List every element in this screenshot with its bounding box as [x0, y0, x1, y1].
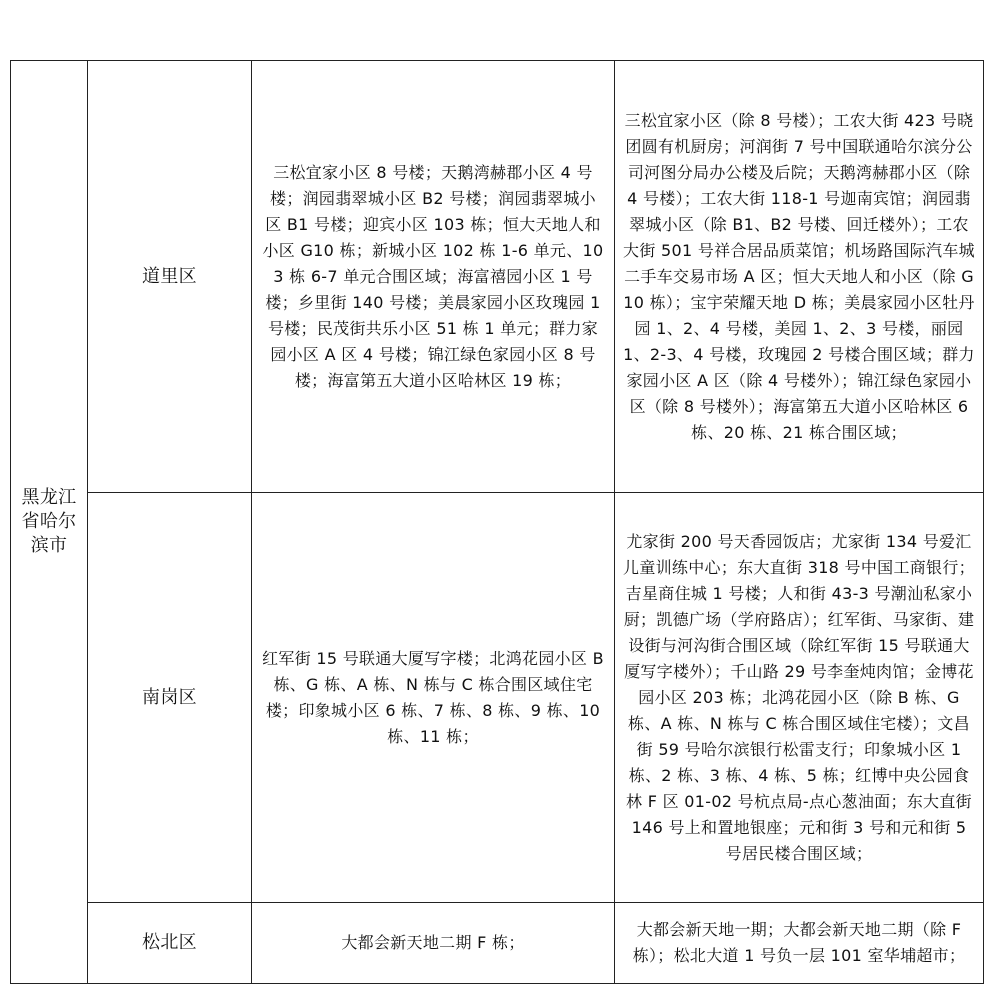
district-cell: 道里区	[88, 61, 252, 493]
province-cell: 黑龙江省哈尔滨市	[11, 61, 88, 984]
mid-risk-area-cell: 三松宜家小区（除 8 号楼）；工农大街 423 号晓团圆有机厨房；河润街 7 号中国联通哈尔滨分公司河图分局办公楼及后院；天鹅湾赫郡小区（除 4 号楼）；工农大街 118-1 号迦南宾馆；润园翡翠城小区（除 B1、B2 号楼、回迁楼外）；工农大街 501 号祥合居品质菜馆；机场路国际汽车城二手车交易市场 A 区；恒大天地人和小区（除 G10 栋）；宝宇荣耀天地 D 栋；美晨家园小区牡丹园 1、2、4 号楼，美园 1、2、3 号楼，丽园 1、2-3、4 号楼，玫瑰园 2 号楼合围区域；群力家园小区 A 区（除 4 号楼外）；锦江绿色家园小区（除 8 号楼外）；海富第五大道小区哈林区 6 栋、20 栋、21 栋合围区域；	[615, 61, 984, 493]
district-cell: 南岗区	[88, 493, 252, 903]
table-row	[11, 61, 984, 493]
table-row	[11, 903, 984, 984]
high-risk-area-cell: 三松宜家小区 8 号楼；天鹅湾赫郡小区 4 号楼；润园翡翠城小区 B2 号楼；润园翡翠城小区 B1 号楼；迎宾小区 103 栋；恒大天地人和小区 G10 栋；新城小区 102 栋 1-6 单元、103 栋 6-7 单元合围区域；海富禧园小区 1 号楼；乡里街 140 号楼；美晨家园小区玫瑰园 1 号楼；民茂街共乐小区 51 栋 1 单元；群力家园小区 A 区 4 号楼；锦江绿色家园小区 8 号楼；海富第五大道小区哈林区 19 栋；	[252, 61, 615, 493]
table-row	[11, 493, 984, 903]
high-risk-area-cell: 红军街 15 号联通大厦写字楼；北鸿花园小区 B 栋、G 栋、A 栋、N 栋与 C 栋合围区域住宅楼；印象城小区 6 栋、7 栋、8 栋、9 栋、10 栋、11 栋；	[252, 493, 615, 903]
high-risk-area-cell: 大都会新天地二期 F 栋；	[252, 903, 615, 984]
mid-risk-area-cell: 大都会新天地一期；大都会新天地二期（除 F 栋）；松北大道 1 号负一层 101 室华埔超市；	[615, 903, 984, 984]
risk-area-table	[10, 60, 984, 984]
district-cell: 松北区	[88, 903, 252, 984]
mid-risk-area-cell: 尤家街 200 号天香园饭店；尤家街 134 号爱汇儿童训练中心；东大直街 318 号中国工商银行；吉星商住城 1 号楼；人和街 43-3 号潮汕私家小厨；凯德广场（学府路店）；红军街、马家街、建设街与河沟街合围区域（除红军街 15 号联通大厦写字楼外）；千山路 29 号李奎炖肉馆；金博花园小区 203 栋；北鸿花园小区（除 B 栋、G 栋、A 栋、N 栋与 C 栋合围区域住宅楼）；文昌街 59 号哈尔滨银行松雷支行；印象城小区 1 栋、2 栋、3 栋、4 栋、5 栋；红博中央公园食林 F 区 01-02 号杭点局-点心葱油面；东大直街 146 号上和置地银座；元和街 3 号和元和街 5 号居民楼合围区域；	[615, 493, 984, 903]
